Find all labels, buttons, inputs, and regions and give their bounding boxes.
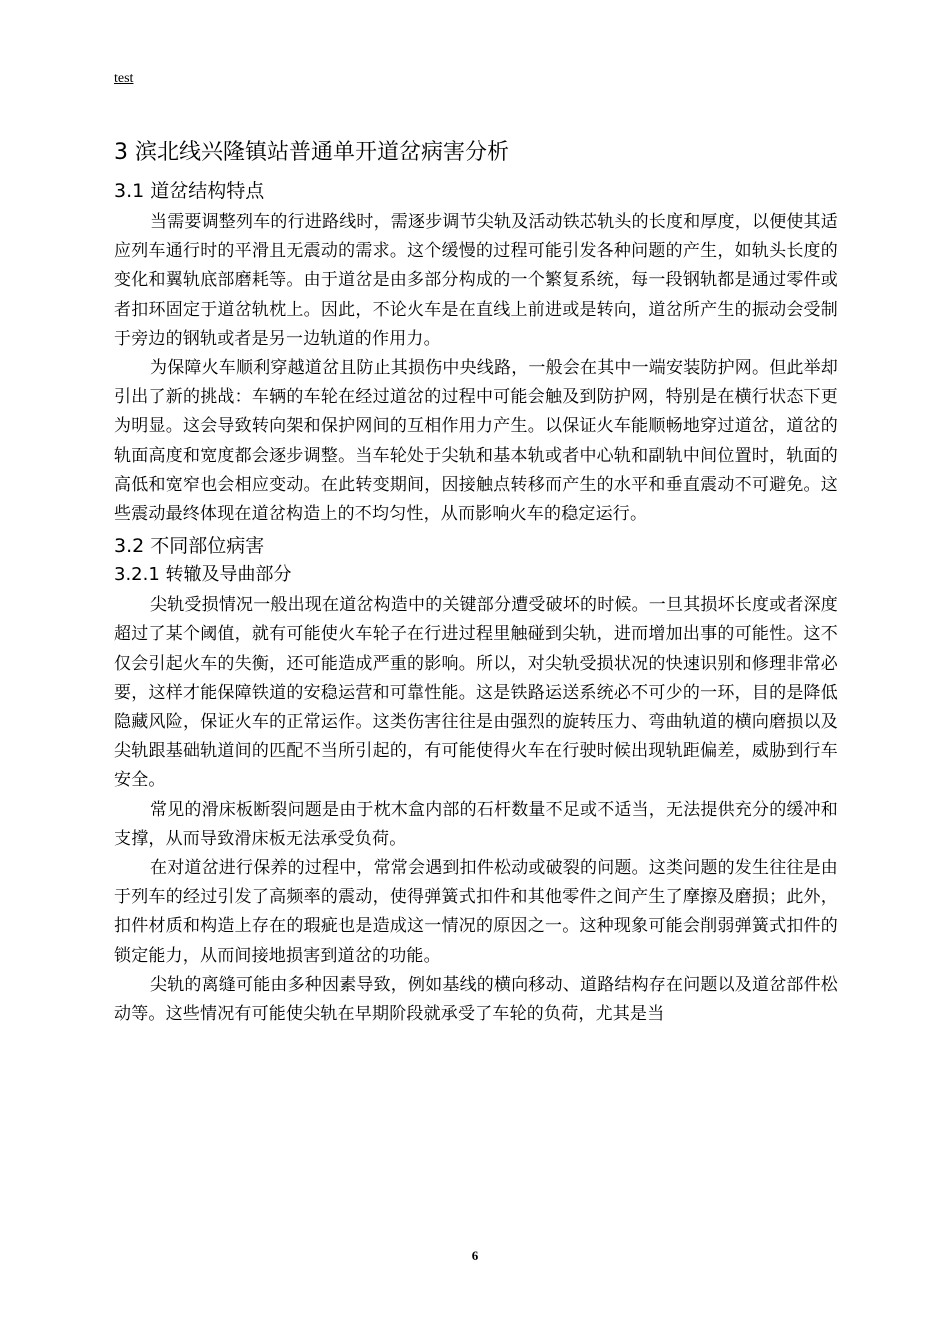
paragraph: 当需要调整列车的行进路线时，需逐步调节尖轨及活动铁芯轨头的长度和厚度，以便使其适应列车通行时的平滑且无震动的需求。这个缓慢的过程可能引发各种问题的产生，如轨头长度的变化和翼轨底部磨耗等。由于道岔是由多部分构成的一个繁复系统，每一段钢轨都是通过零件或者扣环固定于道岔轨枕上。因此，不论火车是在直线上前进或是转向，道岔所产生的振动会受制于旁边的钢轨或者是另一边轨道的作用力。 bbox=[114, 212, 838, 349]
paragraph: 常见的滑床板断裂问题是由于枕木盒内部的石杆数量不足或不适当，无法提供充分的缓冲和支撑，从而导致滑床板无法承受负荷。 bbox=[114, 799, 838, 849]
section-title-3-1: 3.1 道岔结构特点 bbox=[114, 180, 265, 202]
paragraph: 尖轨的离缝可能由多种因素导致，例如基线的横向移动、道路结构存在问题以及道岔部件松动等。这些情况有可能使尖轨在早期阶段就承受了车轮的负荷，尤其是当 bbox=[114, 974, 838, 1025]
paragraph: 为保障火车顺利穿越道岔且防止其损伤中央线路，一般会在其中一端安装防护网。但此举却引出了新的挑战：车辆的车轮在经过道岔的过程中可能会触及到防护网，特别是在横行状态下更为明显。这会导致转向架和保护网间的互相作用力产生。以保证火车能顺畅地穿过道岔，道岔的轨面高度和宽度都会逐步调整。当车轮处于尖轨和基本轨或者中心轨和副轨中间位置时，轨面的高低和宽窄也会相应变动。在此转变期间，因接触点转移而产生的水平和垂直震动不可避免。这些震动最终体现在道岔构造上的不均匀性，从而影响火车的稳定运行。 bbox=[114, 358, 838, 525]
chapter-title: 3 滨北线兴隆镇站普通单开道岔病害分析 bbox=[114, 140, 509, 165]
subsection-title-3-2-1: 3.2.1 转辙及导曲部分 bbox=[114, 564, 292, 586]
section-title-3-2: 3.2 不同部位病害 bbox=[114, 535, 265, 558]
paragraph: 在对道岔进行保养的过程中，常常会遇到扣件松动或破裂的问题。这类问题的发生往往是由于列车的经过引发了高频率的震动，使得弹簧式扣件和其他零件之间产生了摩擦及磨损；此外，扣件材质和构造上存在的瑕疵也是造成这一情况的原因之一。这种现象可能会削弱弹簧式扣件的锁定能力，从而间接地损害到道岔的功能。 bbox=[114, 858, 838, 966]
page-header: test bbox=[114, 71, 134, 86]
page-number: 6 bbox=[471, 1248, 479, 1263]
paragraph: 尖轨受损情况一般出现在道岔构造中的关键部分遭受破坏的时候。一旦其损坏长度或者深度超过了某个阈值，就有可能使火车轮子在行进过程里触碰到尖轨，进而增加出事的可能性。这不仅会引起火车的失衡，还可能造成严重的影响。所以，对尖轨受损状况的快速识别和修理非常必要，这样才能保障铁道的安稳运营和可靠性能。这是铁路运送系统必不可少的一环，目的是降低隐藏风险，保证火车的正常运作。这类伤害往往是由强烈的旋转压力、弯曲轨道的横向磨损以及尖轨跟基础轨道间的匹配不当所引起的，有可能使得火车在行驶时候出现轨距偏差，威胁到行车安全。 bbox=[114, 595, 838, 791]
page-content bbox=[114, 138, 838, 1029]
